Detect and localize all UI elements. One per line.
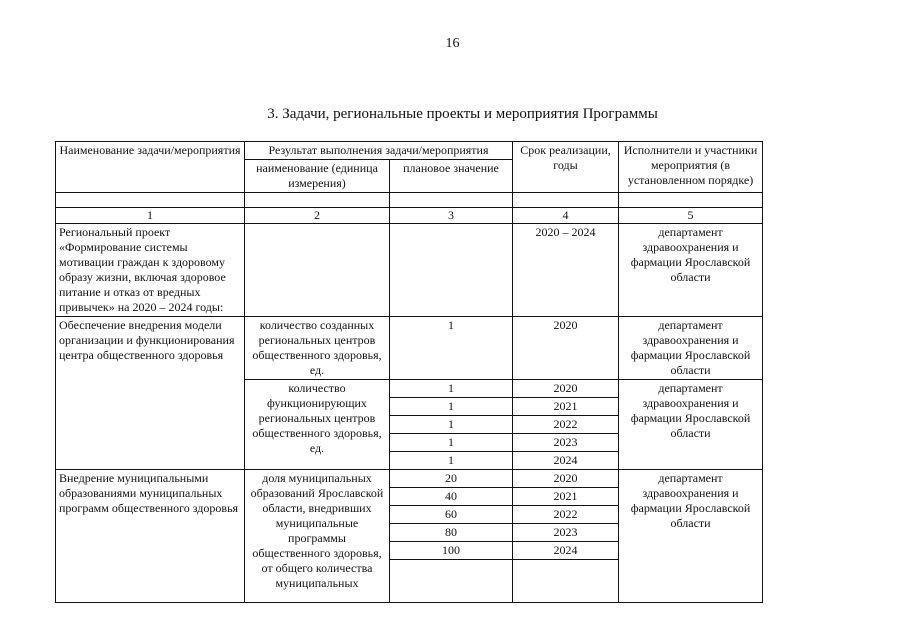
planned-value-cell: 60: [390, 506, 513, 524]
table-row-task2: [56, 470, 763, 488]
column-number-row: [56, 208, 763, 224]
year-cell: 2023: [513, 524, 619, 542]
planned-value-cell: 100: [390, 542, 513, 560]
table-row-task1-indicator1: [56, 317, 763, 380]
year-cell: 2020: [513, 470, 619, 488]
year-cell: 2024: [513, 452, 619, 470]
task1-indicator1-value: 1: [390, 317, 513, 380]
page-number: 16: [445, 36, 460, 51]
header-gap-row: [56, 193, 763, 208]
header-executors: Исполнители и участники мероприятия (в установленном порядке): [619, 142, 763, 193]
task2-name: Внедрение муниципальными образованиями муниципальных программ общественного здоровья: [56, 470, 245, 603]
project-term: 2020 – 2024: [513, 224, 619, 317]
year-cell: 2021: [513, 398, 619, 416]
column-number: 1: [56, 208, 245, 224]
task2-executor: департамент здравоохранения и фармации Ярославской области: [619, 470, 763, 603]
task1-indicator1-name: количество созданных региональных центров общественного здоровья, ед.: [245, 317, 390, 380]
column-number: 4: [513, 208, 619, 224]
year-cell: 2021: [513, 488, 619, 506]
planned-value-cell: 1: [390, 398, 513, 416]
header-name: Наименование задачи/мероприятия: [56, 142, 245, 193]
year-cell: 2022: [513, 506, 619, 524]
section-title: 3. Задачи, региональные проекты и мероприятия Программы: [267, 106, 658, 122]
planned-value-cell: 40: [390, 488, 513, 506]
planned-value-cell: 20: [390, 470, 513, 488]
project-name: Региональный проект «Формирование системы мотивации граждан к здоровому образу жизни, включая здоровое питание и отказ от вредных привычек» на 2020 – 2024 годы:: [56, 224, 245, 317]
column-number: 5: [619, 208, 763, 224]
project-executor: департамент здравоохранения и фармации Ярославской области: [619, 224, 763, 317]
task1-indicator1-executor: департамент здравоохранения и фармации Ярославской области: [619, 317, 763, 380]
year-cell: 2023: [513, 434, 619, 452]
column-number: 2: [245, 208, 390, 224]
task1-indicator2-executor: департамент здравоохранения и фармации Ярославской области: [619, 380, 763, 470]
task1-indicator2-name: количество функционирующих региональных центров общественного здоровья, ед.: [245, 380, 390, 470]
header-planned-value: плановое значение: [390, 160, 513, 193]
program-table: [55, 141, 763, 603]
planned-value-cell: 80: [390, 524, 513, 542]
planned-value-cell: 1: [390, 416, 513, 434]
table-row-project: [56, 224, 763, 317]
planned-value-cell: 1: [390, 434, 513, 452]
column-number: 3: [390, 208, 513, 224]
year-cell: 2020: [513, 380, 619, 398]
year-cell: 2024: [513, 542, 619, 560]
planned-value-cell: 1: [390, 452, 513, 470]
table-header-row: [56, 142, 763, 160]
header-result-group: Результат выполнения задачи/мероприятия: [245, 142, 513, 160]
task1-name: Обеспечение внедрения модели организации и функционирования центра общественного здоровья: [56, 317, 245, 470]
task1-indicator1-year: 2020: [513, 317, 619, 380]
header-result-name: наименование (единица измерения): [245, 160, 390, 193]
header-term: Срок реализации, годы: [513, 142, 619, 193]
planned-value-cell: 1: [390, 380, 513, 398]
task2-indicator-name: доля муниципальных образований Ярославской области, внедривших муниципальные программы общественного здоровья, от общего количества муниципальных: [245, 470, 390, 603]
year-cell: 2022: [513, 416, 619, 434]
